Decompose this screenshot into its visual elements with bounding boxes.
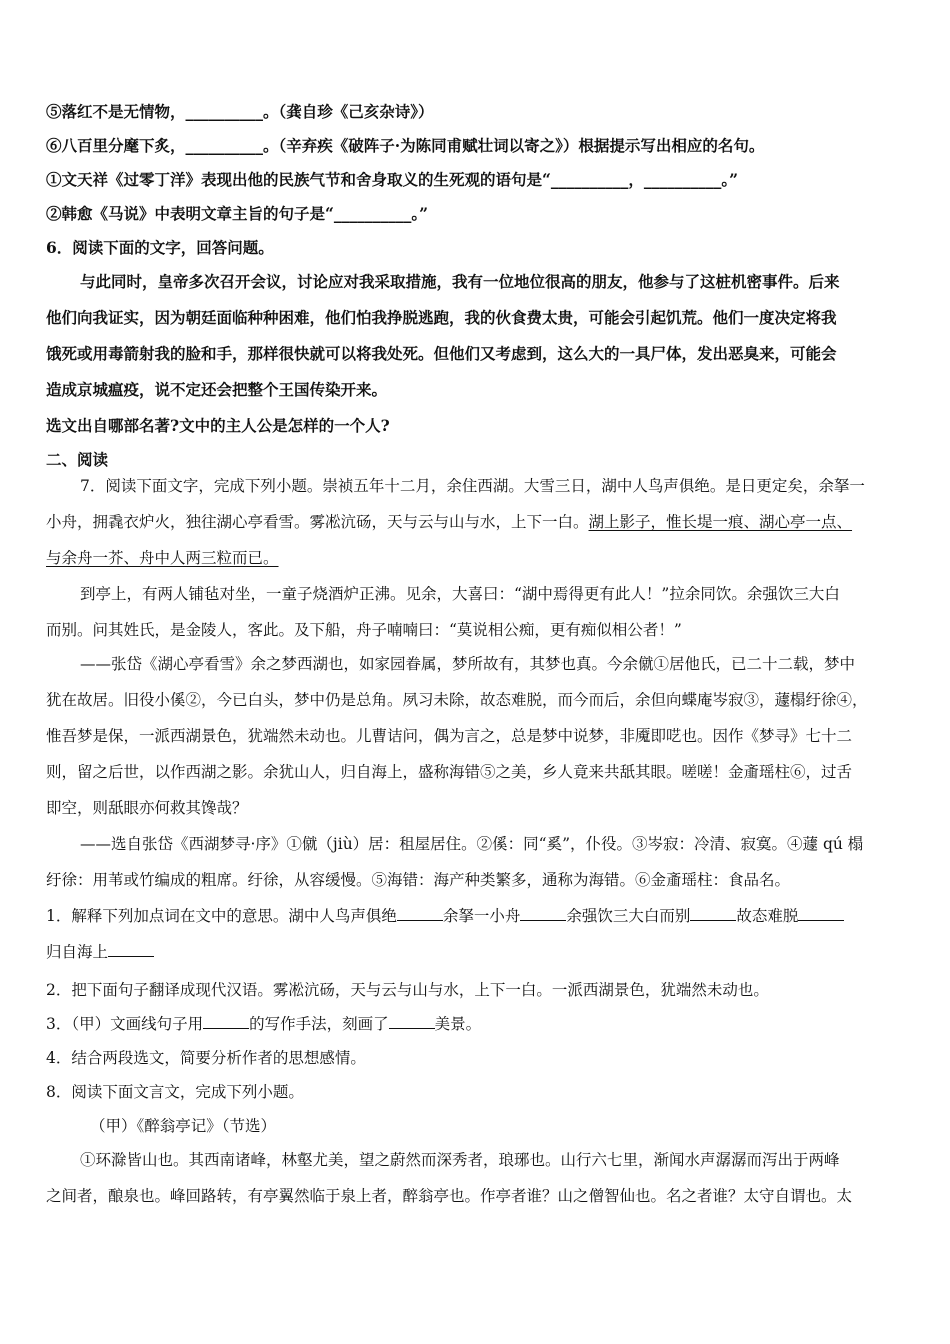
- question-8-heading: 8．阅读下面文言文，完成下列小题。: [46, 1083, 304, 1101]
- passage-7-text: 小舟，拥毳衣炉火，独往湖心亭看雪。雾凇沆砀，天与云与山与水，上下一白。: [46, 513, 589, 531]
- passage-7-line: 7．阅读下面文字，完成下列小题。崇祯五年十二月，余住西湖。大雪三日，湖中人鸟声俱绝。是日更定矣，余拏一: [80, 477, 865, 495]
- answer-blank[interactable]: [389, 1014, 435, 1029]
- passage-6-line: 饿死或用毒箭射我的脸和手，那样很快就可以将我处死。但他们又考虑到，这么大的一具尸体，发出恶臭来，可能会: [46, 344, 837, 363]
- annotation-line: 纡徐：用苇或竹编成的粗席。纡徐，从容缓慢。⑤海错：海产种类繁多，通称为海错。⑥金齑瑶柱：食品名。: [46, 871, 791, 889]
- question-1: 1．解释下列加点词在文中的意思。湖中人鸟声俱绝 余拏一小舟 余强饮三大白而别 故态难脱: [46, 906, 906, 926]
- question-6-heading: 6．阅读下面的文字，回答问题。: [46, 238, 274, 257]
- passage-7-line: 惟吾梦是保，一派西湖景色，犹端然未动也。儿曹诘问，偶为言之，总是梦中说梦，非魇即呓也。因作《梦寻》七十二: [46, 727, 853, 745]
- answer-blank[interactable]: [798, 906, 844, 921]
- section-2-heading: 二、阅读: [46, 450, 109, 469]
- passage-6-line: 造成京城瘟疫，说不定还会把整个王国传染开来。: [46, 380, 388, 399]
- answer-blank[interactable]: [203, 1014, 249, 1029]
- passage-6-line: 与此同时，皇帝多次召开会议，讨论应对我采取措施，我有一位地位很高的朋友，他参与了这桩机密事件。后来: [80, 272, 840, 291]
- underlined-sentence: 湖上影子，惟长堤一痕、湖心亭一点、: [588, 513, 853, 531]
- question-4: 4．结合两段选文，简要分析作者的思想感情。: [46, 1049, 366, 1067]
- answer-blank[interactable]: [397, 906, 443, 921]
- annotation-line: ——选自张岱《西湖梦寻·序》①僦（jiù）居：租屋居住。②傒：同“奚”，仆役。③岑寂：冷清、寂寞。④蘧 qú 榻: [80, 835, 864, 853]
- passage-8-line: ①环滁皆山也。其西南诸峰，林壑尤美，望之蔚然而深秀者，琅琊也。山行六七里，渐闻水声潺潺而泻出于两峰: [80, 1151, 840, 1169]
- passage-7-line: 即空，则舐眼亦何救其馋哉？: [46, 799, 248, 817]
- passage-8-line: 之间者，酿泉也。峰回路转，有亭翼然临于泉上者，醉翁亭也。作亭者谁？山之僧智仙也。名之者谁？太守自谓也。太: [46, 1187, 853, 1205]
- question-3: 3．（甲）文画线句子用 的写作手法，刻画了 美景。: [46, 1015, 482, 1033]
- answer-blank[interactable]: [108, 942, 154, 957]
- fill-blank-5: ⑤落红不是无情物，__________。（龚自珍《己亥杂诗》）: [46, 102, 434, 121]
- question-2: 2．把下面句子翻译成现代汉语。雾凇沆砀，天与云与山与水，上下一白。一派西湖景色，犹端然未动也。: [46, 981, 769, 999]
- passage-7-line: 犹在故居。旧役小傒②，今已白头，梦中仍是总角。夙习未除，故态难脱，而今而后，余但向蝶庵岑寂③，蘧榻纡徐④，: [46, 691, 868, 709]
- underlined-sentence: 与余舟一芥、舟中人两三粒而已。: [46, 549, 279, 567]
- question-6-prompt: 选文出自哪部名著?文中的主人公是怎样的一个人?: [46, 416, 390, 435]
- passage-7-line: [46, 512, 906, 532]
- fill-blank-6: ⑥八百里分麾下炙，__________。（辛弃疾《破阵子·为陈同甫赋壮词以寄之》）根据提示写出相应的名句。: [46, 136, 765, 155]
- fill-blank-ma-shuo: ②韩愈《马说》中表明文章主旨的句子是“__________。”: [46, 204, 429, 223]
- passage-7-line: 则，留之后世，以作西湖之影。余犹山人，归自海上，盛称海错⑤之美，乡人竟来共舐其眼。嗟嗟！金齑瑶柱⑥，过舌: [46, 763, 853, 781]
- answer-blank[interactable]: [690, 906, 736, 921]
- answer-blank[interactable]: [520, 906, 566, 921]
- question-1-cont: 归自海上: [46, 942, 906, 962]
- passage-7-line: 到亭上，有两人铺毡对坐，一童子烧酒炉正沸。见余，大喜曰：“湖中焉得更有此人！”拉余同饮。余强饮三大白: [80, 585, 840, 603]
- fill-blank-wen-tianxiang: ①文天祥《过零丁洋》表现出他的民族气节和舍身取义的生死观的语句是“__________，__________。”: [46, 170, 739, 189]
- passage-8-title: （甲）《醉翁亭记》（节选）: [90, 1117, 277, 1135]
- passage-6-line: 他们向我证实，因为朝廷面临种种困难，他们怕我挣脱逃跑，我的伙食费太贵，可能会引起饥荒。他们一度决定将我: [46, 308, 837, 327]
- passage-7-line: ——张岱《湖心亭看雪》余之梦西湖也，如家园眷属，梦所故有，其梦也真。今余僦①居他氏，已二十二载，梦中: [80, 655, 856, 673]
- passage-7-line: 而别。问其姓氏，是金陵人，客此。及下船，舟子喃喃曰：“莫说相公痴，更有痴似相公者！”: [46, 621, 682, 639]
